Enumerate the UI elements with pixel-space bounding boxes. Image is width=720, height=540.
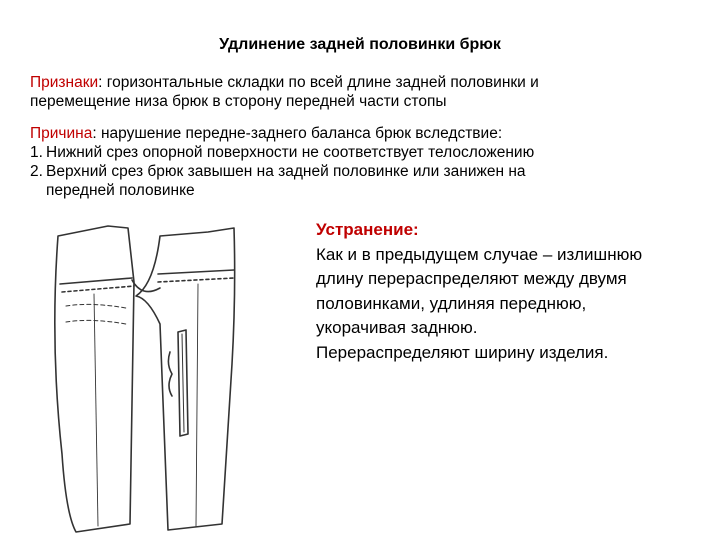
back-fold-line-2: [66, 320, 126, 324]
cause-item-1-number: 1.: [30, 144, 43, 161]
fix-line-3: половинками, удлиняя переднюю,: [316, 293, 587, 313]
cause-item-2-text-1: Верхний срез брюк завышен на задней половинке или занижен на: [46, 163, 526, 180]
cause-item-2-number: 2.: [30, 163, 43, 180]
signs-text-2: перемещение низа брюк в сторону передней части стопы: [30, 93, 447, 110]
pocket-edge: [168, 352, 172, 396]
fix-line-1: Как и в предыдущем случае – излишнюю: [316, 244, 643, 264]
cause-item-2: [30, 162, 710, 200]
front-crease-line: [196, 284, 198, 526]
front-shift-line: [158, 278, 234, 282]
signs-line-1: [30, 73, 710, 92]
fly-stitch-line: [182, 334, 184, 432]
cause-item-1: [30, 143, 710, 162]
back-shift-line: [62, 286, 134, 292]
fix-title: Устранение:: [316, 220, 419, 239]
fix-paragraph: [316, 218, 716, 365]
cause-text: : нарушение передне-заднего баланса брюк вследствие:: [92, 125, 503, 142]
fix-line-2: длину перераспределяют между двумя: [316, 269, 627, 288]
signs-text-1: : горизонтальные складки по всей длине задней половинки и: [98, 74, 539, 91]
fix-line-4: укорачивая заднюю.: [316, 318, 478, 337]
back-waistband-line: [60, 278, 132, 284]
trousers-drawing: [36, 214, 248, 536]
fix-line-5: Перераспределяют ширину изделия.: [316, 342, 609, 362]
slide-title: Удлинение задней половинки брюк: [219, 36, 501, 53]
back-crease-line: [94, 294, 98, 526]
cause-line: [30, 124, 710, 143]
front-waistband-line: [158, 270, 234, 274]
cause-label: Причина: [30, 125, 93, 142]
back-fold-line-1: [66, 304, 126, 308]
cause-item-2-text-2: передней половинке: [46, 182, 195, 199]
signs-paragraph: [30, 73, 710, 111]
back-half-outline: [55, 226, 134, 532]
cause-item-1-text: Нижний срез опорной поверхности не соответствует телосложению: [46, 144, 535, 161]
signs-label: Признаки: [30, 74, 99, 91]
cause-paragraph: [30, 124, 710, 200]
